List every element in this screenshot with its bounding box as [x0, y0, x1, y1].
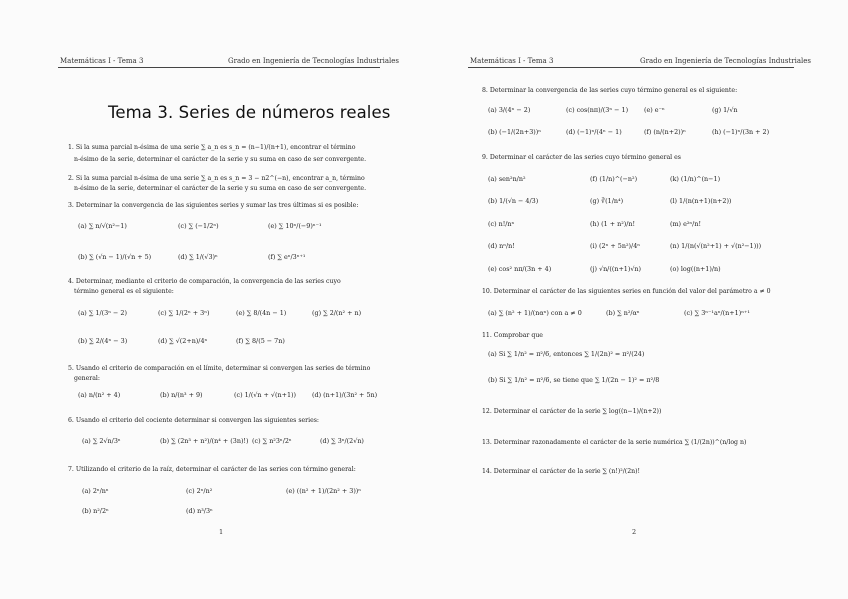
- item: (b) ∑ (2n³ + n²)/(n⁴ + (3n)!): [160, 437, 249, 445]
- item: (o) log((n+1)/n): [670, 265, 721, 273]
- item: (m) e²ⁿ/n!: [670, 220, 702, 228]
- header-right-text: Grado en Ingeniería de Tecnologías Industriales: [640, 57, 812, 65]
- item: (c) ∑ n²3ⁿ/2ⁿ: [252, 437, 292, 445]
- problem-2-line-1: 2. Si la suma parcial n-ésima de una serie ∑ a_n es s_n = 3 − n2^(−n), encontrar a_n, término: [68, 175, 365, 182]
- item: (h) (−1)ⁿ/(3n + 2): [712, 128, 770, 136]
- page-number: 2: [632, 528, 637, 536]
- item: (d) ∑ √(2+n)/4ⁿ: [158, 337, 208, 345]
- problem-5-line-1: 5. Usando el criterio de comparación en el límite, determinar si convergen las series de término: [68, 365, 371, 372]
- problem-1-line-2: n-ésimo de la serie, determinar el carácter de la serie y su suma en caso de ser convergente.: [74, 156, 367, 163]
- item: (b) n/(n³ + 9): [160, 391, 203, 399]
- page-title: Tema 3. Series de números reales: [108, 103, 391, 122]
- page-right: [424, 0, 848, 599]
- item: (b) ∑ (√n − 1)/(√n + 5): [78, 253, 152, 261]
- item: (b) ∑ 2/(4ⁿ − 3): [78, 337, 128, 345]
- item: (c) 1/(√n + √(n+1)): [234, 391, 297, 399]
- item: (b) (−1/(2n+3))ⁿ: [488, 128, 542, 136]
- item: (e) ∑ 10ⁿ/(−9)ⁿ⁻¹: [268, 222, 322, 230]
- item: (a) ∑ 2√n/3ⁿ: [82, 437, 121, 445]
- problem-7: 7. Utilizando el criterio de la raíz, determinar el carácter de las series con término general:: [68, 466, 356, 473]
- problem-2-line-2: n-ésimo de la serie, determinar el carácter de la serie y su suma en caso de ser convergente.: [74, 185, 367, 192]
- item: (n) 1/(n(√(n²+1) + √(n²−1))): [670, 242, 762, 250]
- item: (e) cos² nπ/(3n + 4): [488, 265, 552, 273]
- problem-14: 14. Determinar el carácter de la serie ∑ (n!)²/(2n)!: [482, 468, 641, 475]
- page-number: 1: [219, 528, 224, 536]
- item: (a) ∑ (n² + 1)/(nαⁿ) con a ≠ 0: [488, 309, 582, 317]
- problem-9: 9. Determinar el carácter de las series cuyo término general es: [482, 154, 681, 161]
- item: (d) (n+1)/(3n² + 5n): [312, 391, 378, 399]
- problem-12: 12. Determinar el carácter de la serie ∑ log((n−1)/(n+2)): [482, 408, 662, 415]
- item: (f) (n/(n+2))ⁿ: [644, 128, 686, 136]
- item: (g) ∛(1/n⁴): [590, 197, 624, 205]
- item: (a) sen²n/n²: [488, 175, 526, 183]
- item: (i) (2ⁿ + 5n²)/4ⁿ: [590, 242, 641, 250]
- item: (a) 2ⁿ/nⁿ: [82, 487, 109, 495]
- problem-10: 10. Determinar el carácter de las siguientes series en función del valor del parámetro a ≠ 0: [482, 288, 771, 295]
- item: (a) Si ∑ 1/n² = π²/6, entonces ∑ 1/(2n)² = π²/(24): [488, 350, 645, 358]
- item: (c) ∑ 1/(2ⁿ + 3ⁿ): [158, 309, 210, 317]
- problem-13: 13. Determinar razonadamente el carácter de la serie numérica ∑ (1/(2n))^(n/log n): [482, 439, 747, 446]
- item: (d) nⁿ/n!: [488, 242, 515, 250]
- item: (f) ∑ 8/(5 − 7n): [236, 337, 285, 345]
- header-left-text: Matemáticas I - Tema 3: [60, 57, 144, 65]
- item: (b) ∑ n²/αⁿ: [606, 309, 640, 317]
- header-left-text: Matemáticas I - Tema 3: [470, 57, 554, 65]
- problem-11: 11. Comprobar que: [482, 332, 543, 339]
- problem-4-line-1: 4. Determinar, mediante el criterio de comparación, la convergencia de las series cuyo: [68, 278, 341, 285]
- item: (c) ∑ (−1/2ⁿ): [178, 222, 219, 230]
- item: (c) cos(nπ)/(3ⁿ − 1): [566, 106, 629, 114]
- item: (a) ∑ 1/(3ⁿ − 2): [78, 309, 127, 317]
- item: (a) ∑ n/√(n²−1): [78, 222, 127, 230]
- item: (e) e⁻ⁿ: [644, 106, 665, 114]
- item: (f) ∑ eⁿ/3ⁿ⁺¹: [268, 253, 306, 261]
- item: (l) 1/(n(n+1)(n+2)): [670, 197, 732, 205]
- header-rule: [468, 67, 794, 68]
- item: (g) ∑ 2/(n² + n): [312, 309, 362, 317]
- problem-4-line-2: término general es el siguiente:: [74, 288, 174, 295]
- item: (c) ∑ 3ⁿ⁻¹aⁿ/(n+1)ⁿ⁺¹: [684, 309, 750, 317]
- item: (b) 1/(√n − 4/3): [488, 197, 539, 205]
- problem-8: 8. Determinar la convergencia de las series cuyo término general es el siguiente:: [482, 87, 738, 94]
- item: (e) ((n² + 1)/(2n² + 3))ⁿ: [286, 487, 362, 495]
- problem-3: 3. Determinar la convergencia de las siguientes series y sumar las tres últimas si es posible:: [68, 202, 359, 209]
- item: (h) (1 + n²)/n!: [590, 220, 636, 228]
- header-rule: [58, 67, 380, 68]
- item: (c) n!/nⁿ: [488, 220, 515, 228]
- item: (d) ∑ 1/(√3)ⁿ: [178, 253, 218, 261]
- item: (e) ∑ 8/(4n − 1): [236, 309, 287, 317]
- item: (k) (1/n)^(n−1): [670, 175, 721, 183]
- item: (b) n²/2ⁿ: [82, 507, 109, 515]
- problem-5-line-2: general:: [74, 375, 100, 382]
- item: (a) n/(n² + 4): [78, 391, 121, 399]
- header-right-text: Grado en Ingeniería de Tecnologías Industriales: [228, 57, 400, 65]
- item: (d) (−1)ⁿ/(4ⁿ − 1): [566, 128, 622, 136]
- item: (d) n³/3ⁿ: [186, 507, 213, 515]
- item: (c) 2ⁿ/n²: [186, 487, 213, 495]
- item: (f) (1/n)^(−n²): [590, 175, 638, 183]
- problem-6: 6. Usando el criterio del cociente determinar si convergen las siguientes series:: [68, 417, 320, 424]
- item: (b) Si ∑ 1/n² = π²/6, se tiene que ∑ 1/(2n − 1)² = π²/8: [488, 376, 660, 384]
- item: (j) √n/((n+1)√n): [590, 265, 642, 273]
- item: (d) ∑ 3ⁿ/(2√n): [320, 437, 364, 445]
- item: (a) 3/(4ⁿ − 2): [488, 106, 531, 114]
- item: (g) 1/√n: [712, 106, 738, 114]
- problem-1-line-1: 1. Si la suma parcial n-ésima de una serie ∑ a_n es s_n = (n−1)/(n+1), encontrar el término: [68, 144, 356, 151]
